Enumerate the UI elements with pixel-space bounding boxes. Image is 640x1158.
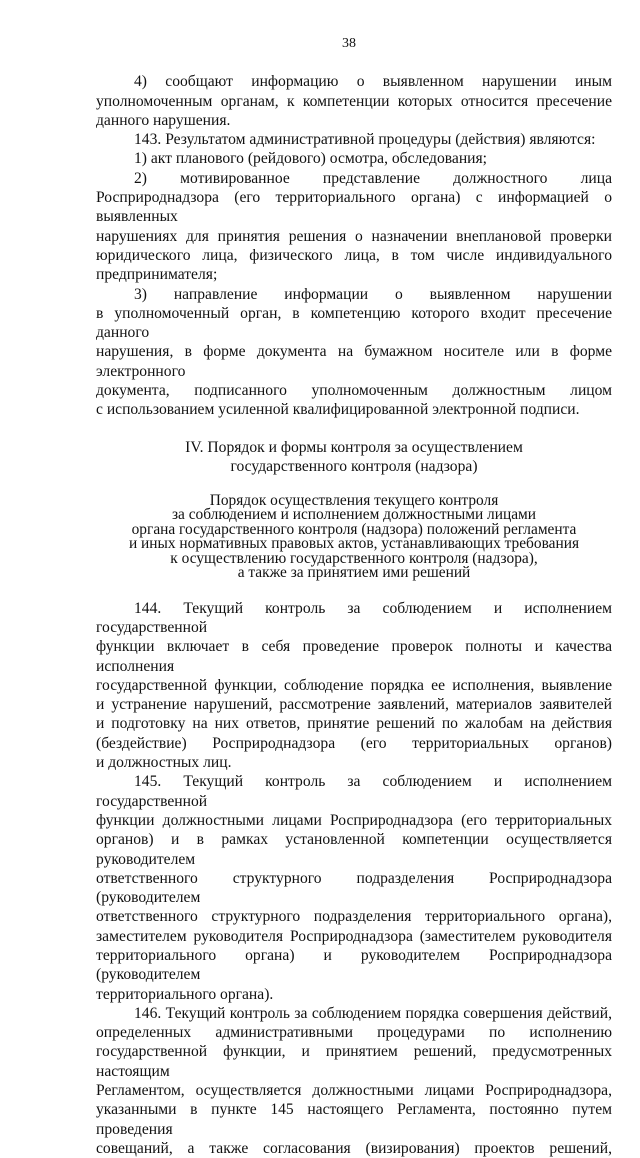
text-line: территориального органа). — [96, 985, 274, 1003]
text-line: данного нарушения. — [96, 111, 231, 129]
heading-line: а также за принятием ими решений — [237, 564, 471, 582]
text-line: нарушения, в форме документа на бумажном носителе или в форме электронного — [96, 343, 612, 380]
list-item-143-1: 1) акт планового (рейдового) осмотра, обследования; — [134, 150, 488, 168]
paragraph-145 — [96, 772, 612, 1004]
text-line: органов) и в рамках установленной компетенции осуществляется руководителем — [96, 831, 612, 868]
text-line: (бездействие) Росприроднадзора (его территориальных органов) — [96, 734, 612, 752]
section-heading — [96, 438, 612, 476]
text-line: 3) направление информации о выявленном нарушении — [134, 285, 612, 303]
heading-line: к осуществлению государственного контроля (надзора), — [170, 549, 538, 567]
text-line: и должностных лиц. — [96, 754, 232, 772]
text-line: предпринимателя; — [96, 266, 218, 284]
text-line: 146. Текущий контроль за соблюдением порядка совершения действий, — [134, 1004, 612, 1022]
text-line: и подготовку на них ответов, принятие решений по жалобам на действия — [96, 715, 612, 733]
text-line: функции должностными лицами Росприроднадзора (его территориальных — [96, 811, 612, 829]
text-line: государственной функции, и принятием решений, предусмотренных настоящим — [96, 1043, 612, 1080]
text-line: документа, подписанного уполномоченным должностным лицом — [96, 382, 612, 400]
text-line: государственной функции, соблюдение порядка ее исполнения, выявление — [96, 676, 612, 694]
text-line: в уполномоченный орган, в компетенцию которого входит пресечение данного — [96, 304, 612, 342]
heading-line: IV. Порядок и формы контроля за осуществлением — [185, 438, 523, 456]
text-line: ответственного структурного подразделения Росприроднадзора (руководителем — [96, 869, 612, 907]
heading-line: и иных нормативных правовых актов, устанавливающих требования — [128, 535, 580, 553]
paragraph-143: 143. Результатом административной процедуры (действия) являются: — [134, 131, 596, 149]
paragraph-146 — [96, 1004, 612, 1158]
text-line: 145. Текущий контроль за соблюдением и исполнением государственной — [96, 773, 612, 810]
heading-line: государственного контроля (надзора) — [230, 457, 478, 475]
text-line: совещаний, а также согласования (визирования) проектов решений, — [96, 1139, 612, 1157]
heading-line: органа государственного контроля (надзора) положений регламента — [131, 520, 577, 538]
heading-line: Порядок осуществления текущего контроля — [209, 491, 499, 509]
text-line: территориального органа) и руководителем Росприроднадзора (руководителем — [96, 946, 612, 984]
text-line: 2) мотивированное представление должностного лица — [134, 169, 612, 187]
list-item-143-2 — [96, 169, 612, 285]
text-line: 144. Текущий контроль за соблюдением и исполнением государственной — [96, 599, 612, 636]
page-number: 38 — [342, 36, 356, 51]
paragraph-144 — [96, 599, 612, 773]
text-line: ответственного структурного подразделения территориального органа), — [96, 908, 612, 926]
text-line: и устранение нарушений, рассмотрение заявлений, материалов заявителей — [96, 696, 612, 714]
text-line: с использованием усиленной квалифицированной электронной подписи. — [96, 401, 580, 419]
text-line: заместителем руководителя Росприроднадзора (заместителем руководителя — [96, 927, 612, 945]
list-item-4 — [96, 72, 612, 130]
subsection-heading — [96, 491, 612, 582]
heading-line: за соблюдением и исполнением должностными лицами — [171, 506, 537, 524]
text-line: указанными в пункте 145 настоящего Регламента, постоянно путем проведения — [96, 1101, 612, 1138]
text-line: нарушениях для принятия решения о назначении внеплановой проверки — [96, 227, 612, 245]
text-line: определенных административными процедурами по исполнению — [96, 1024, 612, 1042]
text-line: функции включает в себя проведение проверок полноты и качества исполнения — [96, 638, 612, 675]
text-line: 4) сообщают информацию о выявленном нарушении иным — [134, 73, 612, 91]
text-line: уполномоченным органам, к компетенции которых относится пресечение — [96, 92, 612, 110]
text-line: Росприроднадзора (его территориального органа) с информацией о выявленных — [96, 189, 612, 226]
text-line: Регламентом, осуществляется должностными лицами Росприроднадзора, — [96, 1082, 612, 1100]
text-line: юридического лица, физического лица, в том числе индивидуального — [96, 246, 612, 264]
list-item-143-3 — [96, 285, 612, 420]
